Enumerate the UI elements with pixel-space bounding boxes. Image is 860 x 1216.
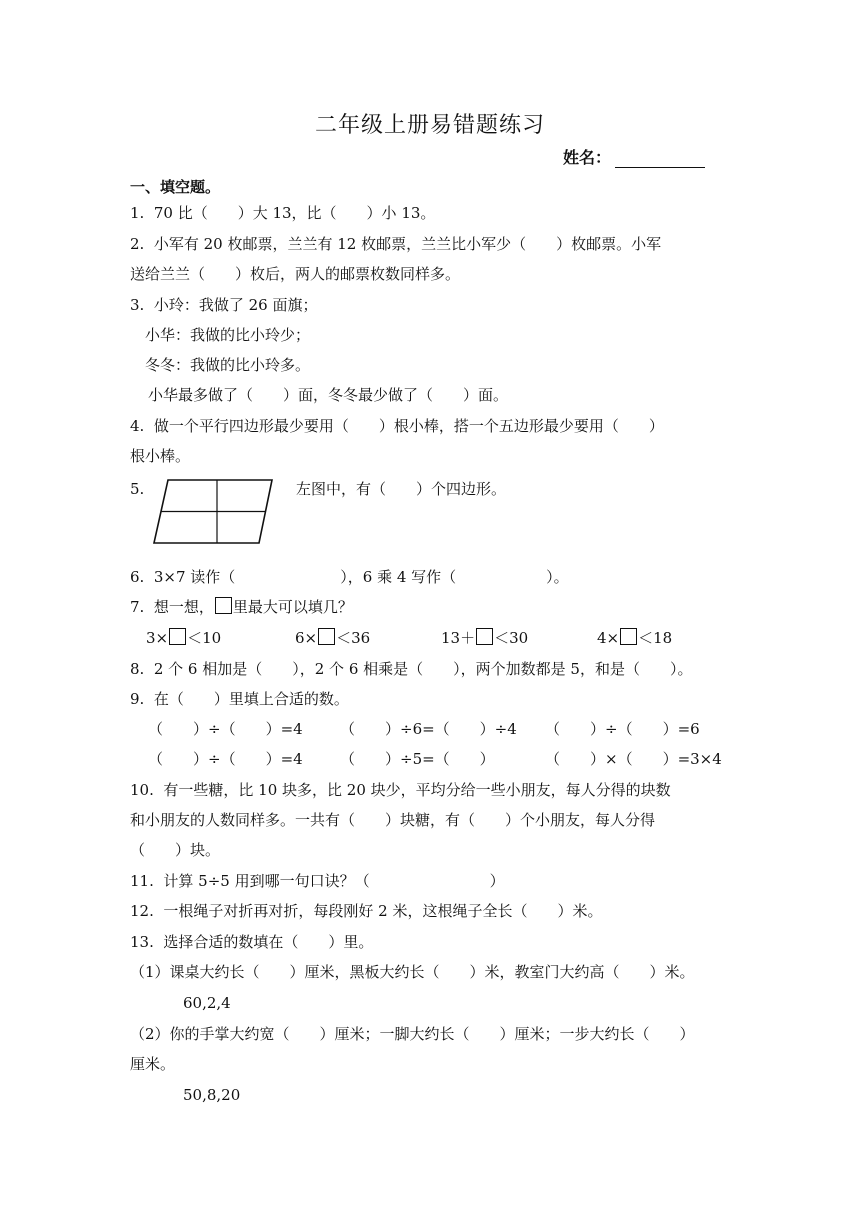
question-3-line-3: 冬冬：我做的比小玲多。 [145,356,311,374]
inequality-1-right: ＜10 [187,629,222,647]
section-heading: 一、填空题。 [130,178,221,196]
inequality-3-right: ＜30 [494,629,529,647]
inequality-2-right: ＜36 [336,629,371,647]
question-13-part-1-options: 60,2,4 [183,994,231,1012]
inequality-4-left: 4× [597,629,620,647]
division-row-2-item-1: （ ）÷（ ）=4 [148,750,303,768]
answer-box[interactable] [169,628,186,645]
question-4-line-1: 4. 做一个平行四边形最少要用（ ）根小棒，搭一个五边形最少要用（ ） [130,417,664,435]
question-5-number: 5. [130,480,145,498]
question-13-part-2-options: 50,8,20 [183,1086,241,1104]
question-10-line-1: 10. 有一些糖，比 10 块多，比 20 块少，平均分给一些小朋友，每人分得的块数 [130,781,671,799]
answer-box[interactable] [476,628,493,645]
inequality-3 [441,628,528,648]
inequality-2-left: 6× [295,629,318,647]
inequality-3-left: 13＋ [441,629,476,647]
question-2-line-2: 送给兰兰（ ）枚后，两人的邮票枚数同样多。 [130,265,461,283]
division-row-2-item-2: （ ）÷5=（ ） [340,750,495,768]
question-9: 9. 在（ ）里填上合适的数。 [130,690,349,708]
question-7-suffix: 里最大可以填几？ [232,598,353,616]
question-7 [130,597,353,617]
division-row-1-item-2: （ ）÷6=（ ）÷4 [340,720,517,738]
question-12: 12. 一根绳子对折再对折，每段刚好 2 米，这根绳子全长（ ）米。 [130,902,603,920]
question-13-part-2-line-1: （2）你的手掌大约宽（ ）厘米；一脚大约长（ ）厘米；一步大约长（ ） [130,1025,695,1043]
question-13-part-1: （1）课桌大约长（ ）厘米，黑板大约长（ ）米，教室门大约高（ ）米。 [130,963,695,981]
question-7-prefix: 7. 想一想， [130,598,214,616]
division-row-1-item-3: （ ）÷（ ）=6 [545,720,700,738]
parallelogram-figure [153,479,275,545]
question-11: 11. 计算 5÷5 用到哪一句口诀？（ ） [130,872,505,890]
question-13-part-2-line-2: 厘米。 [130,1055,176,1073]
question-3-line-2: 小华：我做的比小玲少； [145,326,311,344]
question-5-text: 左图中，有（ ）个四边形。 [296,480,507,498]
answer-box[interactable] [215,597,232,614]
answer-box[interactable] [318,628,335,645]
division-row-2-item-3: （ ）×（ ）=3×4 [545,750,722,768]
inequality-1-left: 3× [146,629,169,647]
question-3-line-1: 3. 小玲：我做了 26 面旗； [130,296,318,314]
division-row-1-item-1: （ ）÷（ ）=4 [148,720,303,738]
question-4-line-2: 根小棒。 [130,447,191,465]
name-label: 姓名： [563,148,612,167]
page-title: 二年级上册易错题练习 [314,113,545,138]
question-8: 8. 2 个 6 相加是（ ），2 个 6 相乘是（ ），两个加数都是 5，和是（ ）。 [130,660,693,678]
question-10-line-3: （ ）块。 [130,841,221,859]
answer-box[interactable] [620,628,637,645]
question-2-line-1: 2. 小军有 20 枚邮票，兰兰有 12 枚邮票，兰兰比小军少（ ）枚邮票。小军 [130,235,662,253]
inequality-4 [597,628,672,648]
question-13: 13. 选择合适的数填在（ ）里。 [130,933,374,951]
inequality-1 [146,628,221,648]
inequality-2 [295,628,370,648]
question-10-line-2: 和小朋友的人数同样多。一共有（ ）块糖，有（ ）个小朋友，每人分得 [130,811,656,829]
name-field [563,145,705,168]
inequality-4-right: ＜18 [638,629,673,647]
question-3-line-4: 小华最多做了（ ）面，冬冬最少做了（ ）面。 [148,386,509,404]
question-6: 6. 3×7 读作（ ），6 乘 4 写作（ ）。 [130,568,569,586]
question-1: 1. 70 比（ ）大 13，比（ ）小 13。 [130,204,436,222]
name-blank-line[interactable] [615,151,705,168]
